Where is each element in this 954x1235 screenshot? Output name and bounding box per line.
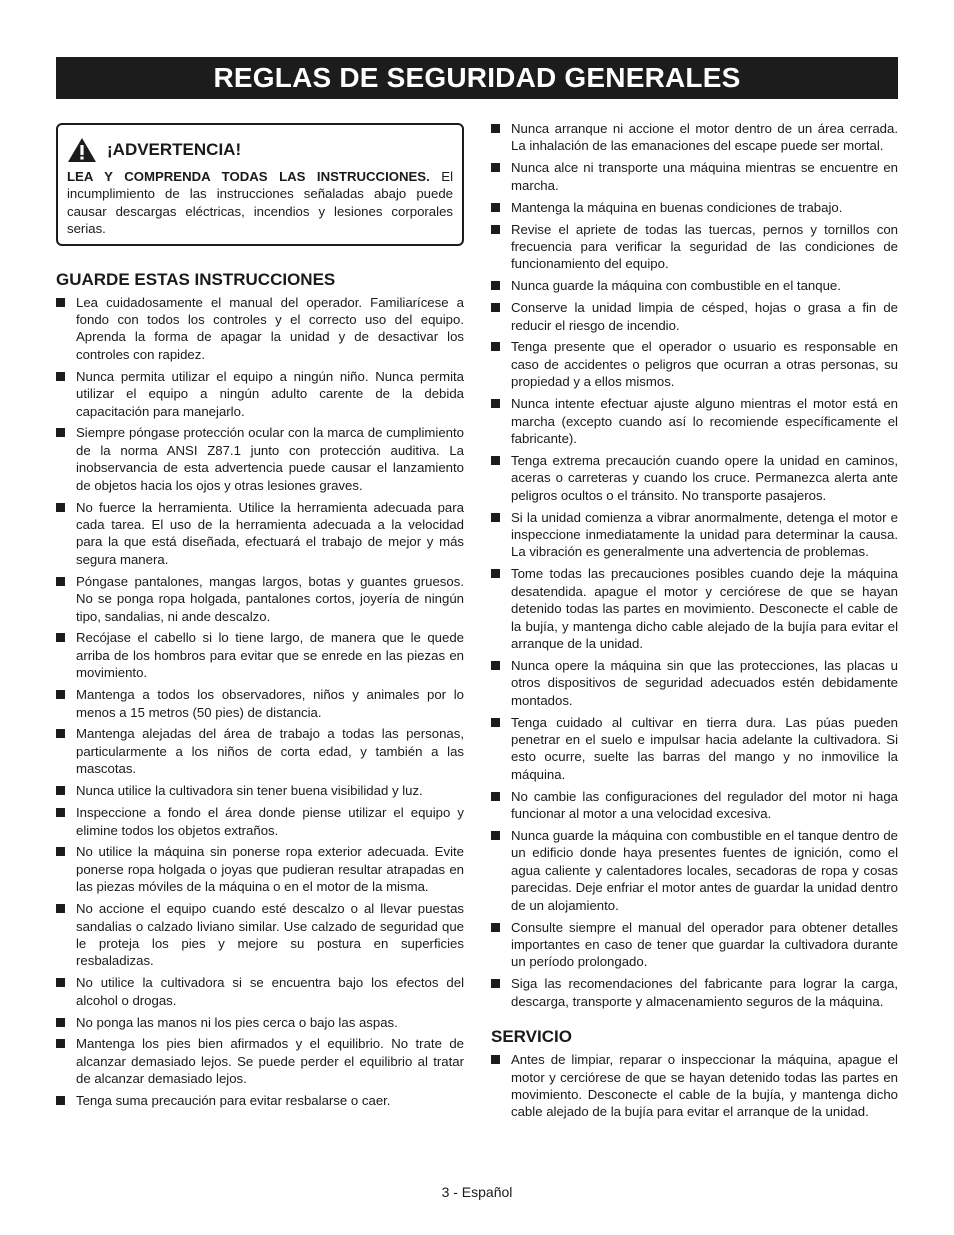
warning-lead: LEA Y COMPRENDA TODAS LAS INSTRUCCIONES.: [67, 169, 430, 184]
list-item: Nunca opere la máquina sin que las protecciones, las placas u otros dispositivos de seguridad adecuados estén debidamente montados.: [491, 657, 898, 709]
list-item: Tenga suma precaución para evitar resbalarse o caer.: [56, 1092, 464, 1109]
general-right-list: [491, 120, 898, 1010]
list-item: No utilice la cultivadora si se encuentra bajo los efectos del alcohol o drogas.: [56, 974, 464, 1009]
list-item: Nunca arranque ni accione el motor dentro de un área cerrada. La inhalación de las emanaciones del escape puede ser mortal.: [491, 120, 898, 155]
warning-box: [56, 123, 464, 246]
page-footer: 3 - Español: [441, 1184, 513, 1200]
list-item: Inspeccione a fondo el área donde piense utilizar el equipo y elimine todos los objetos extraños.: [56, 804, 464, 839]
list-item: Recójase el cabello si lo tiene largo, de manera que le quede arriba de los hombros para evitar que se enrede en las piezas en movimiento.: [56, 629, 464, 681]
list-item: No accione el equipo cuando esté descalzo o al llevar puestas sandalias o calzado liviano similar. Use calzado de seguridad que le proteja los pies y mejore su postura en superficies resbaladizas.: [56, 900, 464, 970]
list-item: Revise el apriete de todas las tuercas, pernos y tornillos con frecuencia para verificar la seguridad de las condiciones de funcionamiento del equipo.: [491, 221, 898, 273]
list-item: No ponga las manos ni los pies cerca o bajo las aspas.: [56, 1014, 464, 1031]
list-item: Tenga presente que el operador o usuario es responsable en caso de accidentes o peligros que ocurran a otras personas, su propiedad y a ellos mismos.: [491, 338, 898, 390]
list-item: Tenga extrema precaución cuando opere la unidad en caminos, aceras o carreteras y cuando los cruce. Permanezca alerta ante peligros ocultos o el tránsito. No transporte pasajeros.: [491, 452, 898, 504]
section-heading-servicio: SERVICIO: [491, 1027, 572, 1047]
list-item: No utilice la máquina sin ponerse ropa exterior adecuada. Evite ponerse ropa holgada o joyas que pudieran resultar atrapadas en las piezas móviles de la máquina o en el motor de la misma.: [56, 843, 464, 895]
list-item: Tome todas las precauciones posibles cuando deje la máquina desatendida. apague el motor y cerciórese de que se hayan detenido todas las partes en movimiento. Desconecte el cable de la bujía, y mantenga dicho cable alejado de la bujía para evitar el arranque de la unidad.: [491, 565, 898, 652]
list-item: Lea cuidadosamente el manual del operador. Familiarícese a fondo con todos los controles y el correcto uso del equipo. Aprenda la forma de apagar la unidad y de desactivar los controles con rapidez.: [56, 294, 464, 364]
list-item: Nunca guarde la máquina con combustible en el tanque.: [491, 277, 898, 294]
list-item: Mantenga a todos los observadores, niños y animales por lo menos a 15 metros (50 pies) de distancia.: [56, 686, 464, 721]
list-item: Conserve la unidad limpia de césped, hojas o grasa a fin de reducir el riesgo de incendio.: [491, 299, 898, 334]
list-item: Siga las recomendaciones del fabricante para lograr la carga, descarga, transporte y almacenamiento seguros de la máquina.: [491, 975, 898, 1010]
guarde-list: [56, 294, 464, 1110]
warning-text: [67, 168, 453, 238]
list-item: Consulte siempre el manual del operador para obtener detalles importantes en caso de tener que guardar la cultivadora durante un período prolongado.: [491, 919, 898, 971]
warning-triangle-icon: [67, 137, 97, 163]
list-item: Tenga cuidado al cultivar en tierra dura. Las púas pueden penetrar en el suelo e impulsar hacia adelante la cultivadora. Si esto ocurre, suelte las barras del mango y no inmovilice la máquina.: [491, 714, 898, 784]
warning-body: El incumplimiento de las instrucciones señaladas abajo puede causar descargas eléctricas, incendios y lesiones corporales serias.: [67, 169, 454, 237]
list-item: No fuerce la herramienta. Utilice la herramienta adecuada para cada tarea. El uso de la herramienta adecuada a la velocidad para la que está diseñada, efectuará el trabajo de mejor y más segura manera.: [56, 499, 464, 569]
list-item: No cambie las configuraciones del regulador del motor ni haga funcionar al motor a una velocidad excesiva.: [491, 788, 898, 823]
list-item: Póngase pantalones, mangas largos, botas y guantes gruesos. No se ponga ropa holgada, pantalones cortos, joyería de ningún tipo, sandalias, ni ande descalzo.: [56, 573, 464, 625]
list-item: Mantenga los pies bien afirmados y el equilibrio. No trate de alcanzar demasiado lejos. Se puede perder el equilibrio al tratar de alcanzar demasiado lejos.: [56, 1035, 464, 1087]
list-item: Nunca intente efectuar ajuste alguno mientras el motor está en marcha (excepto cuando así lo recomiende específicamente el fabricante).: [491, 395, 898, 447]
list-item: Mantenga alejadas del área de trabajo a todas las personas, particularmente a los niños de corta edad, y también a las mascotas.: [56, 725, 464, 777]
list-item: Nunca guarde la máquina con combustible en el tanque dentro de un edificio donde haya presentes fuentes de ignición, como el agua caliente y calentadores locales, secadoras de ropa y cosas parecidas. Deje enfriar el motor antes de guardar la unidad dentro de un alojamiento.: [491, 827, 898, 914]
list-item: Si la unidad comienza a vibrar anormalmente, detenga el motor e inspeccione inmediatamente la unidad para determinar la causa. La vibración es generalmente una advertencia de problemas.: [491, 509, 898, 561]
section-heading-guarde: GUARDE ESTAS INSTRUCCIONES: [56, 269, 336, 289]
list-item: Nunca permita utilizar el equipo a ningún niño. Nunca permita utilizar el equipo a ningún adulto carente de la debida capacitación para manejarlo.: [56, 368, 464, 420]
list-item: Antes de limpiar, reparar o inspeccionar la máquina, apague el motor y cerciórese de que se hayan detenido todas las partes en movimiento. Desconecte el cable de la bujía, y mantenga dicho cable alejado de la bujía para evitar el arranque de la unidad.: [491, 1051, 898, 1121]
warning-title: ¡ADVERTENCIA!: [107, 140, 242, 159]
servicio-list: [491, 1051, 898, 1121]
right-column: [491, 120, 898, 1125]
list-item: Siempre póngase protección ocular con la marca de cumplimiento de la norma ANSI Z87.1 junto con protección auditiva. La inobservancia de esta advertencia puede causar el lanzamiento de objetos hacia los ojos y otras lesiones graves.: [56, 424, 464, 494]
warning-header: [67, 137, 453, 163]
page-title: REGLAS DE SEGURIDAD GENERALES: [56, 57, 898, 99]
left-column: [56, 120, 464, 1114]
list-item: Nunca alce ni transporte una máquina mientras se encuentre en marcha.: [491, 159, 898, 194]
list-item: Nunca utilice la cultivadora sin tener buena visibilidad y luz.: [56, 782, 464, 799]
list-item: Mantenga la máquina en buenas condiciones de trabajo.: [491, 199, 898, 216]
